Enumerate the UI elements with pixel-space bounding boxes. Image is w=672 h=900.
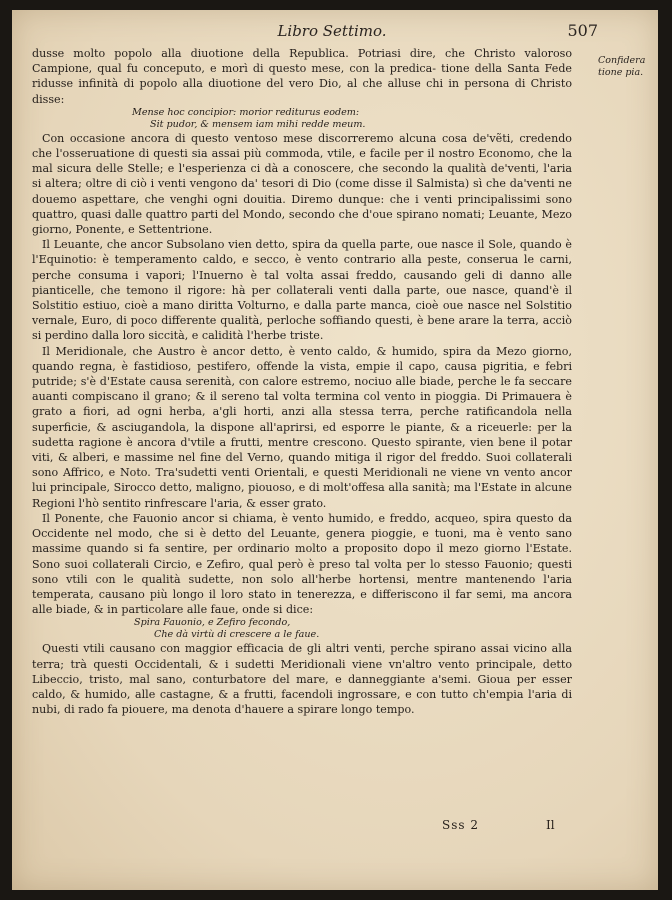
text-line: che alluse chi in persona di Christo disse: — [32, 77, 572, 106]
latin-verse: Mense hoc concipior: morior rediturus eodem: — [132, 106, 360, 118]
opening-paragraph — [32, 46, 572, 107]
text-line: tione della Santa Fede ridusse infinità di popolo alla diuotione del vero Dio, al — [32, 62, 572, 91]
margin-note: Confidera tione pia. — [598, 55, 646, 78]
paragraph-meridionale: Il Meridionale, che Austro è ancor detto, è vento caldo, & humido, spira da Mezo giorno, quando regna, è fastidioso, pestifero, offende la vista, empie il capo, causa pigritia, e febri putride; s'è d'Estate causa serenità, con calore estremo, nociuo alle biade, perche le fa seccare auanti compiscano il grano; & il sereno tal volta termina col vento in pioggia. Di Primauera è grato a fiori, ad ogni herba, a'gli horti, anzi alla stessa terra, perche ratificandola nella superficie, & asciugandola, la dispone all'aprirsi, ed esporre le piante, & a riceuerle: per la sudetta ragione è ancora d'vtile a frutti, mentre crescono. Questo spirante, vien bene il potar viti, & alberi, e massime nel fine del Verno, quando mitiga il rigor del freddo. Suoi collaterali sono Affrico, e Noto. Tra'sudetti venti Orientali, e questi Meridionali ne viene vn vento ancor lui principale, Sirocco detto, maligno, piouoso, e di molt'offesa alla sanità; ma l'Estate in alcune Regioni l'hò sentito rinfrescare l'aria, & esser grato. — [32, 344, 572, 510]
paragraph-ponente: Il Ponente, che Fauonio ancor si chiama, è vento humido, e freddo, acqueo, spira questo da Occidente nel modo, che si è detto del Leuante, genera pioggie, e tuoni, ma è vento sano massime quando si fa sentire, per ordinario molto a proposito dopo il mezo giorno l'Estate. Sono suoi collaterali Circio, e Zefiro, qual però è preso tal volta per lo stesso Fauonio; questi sono vtili con le qualità sudette, non solo all'herbe hortensi, mentre mantenendo l'aria temperata, causano più longo il loro stato in tenerezza, e differiscono il far semi, ma ancora alle biade, & in particolare alle faue, onde si dice: — [32, 511, 572, 617]
body-text — [32, 46, 572, 717]
italian-verse: Che dà virtù di crescere a le faue. — [154, 629, 320, 641]
paragraph-winds: Con occasione ancora di questo ventoso mese discorreremo alcuna cosa de'vẽti, credendo che l'osseruatione di questi sia assai più commoda, vtile, e facile per il nostro Economo, che la mal sicura delle Stelle; e l'esperienza ci dà a conoscere, che secondo la qualità de'venti, l'aria si altera; oltre di ciò i venti vengono da' tesori di Dio (come disse il Salmista) sì che da'venti ne douemo aspettare, che venghi ogni douitia. Diremo dunque: che i venti principalissimi sono quattro, quasi dalle quattro parti del Mondo, secondo che d'oue spirano nomati; Leuante, Mezo giorno, Ponente, e Settentrione. — [32, 131, 572, 237]
book-page — [12, 10, 658, 890]
signature-mark: Sss 2 — [442, 818, 479, 832]
page-number: 507 — [567, 21, 598, 40]
text-line: valoroso Campione, qual fu conceputo, e morì di questo mese, con la predica- — [32, 47, 573, 76]
catchword: Il — [546, 818, 555, 832]
text-line: dusse molto popolo alla diuotione della Republica. Potriasi dire, che Christo — [32, 47, 516, 60]
italian-verse: Spira Fauonio, e Zefiro fecondo, — [134, 617, 291, 629]
paragraph-leuante: Il Leuante, che ancor Subsolano vien detto, spira da quella parte, oue nasce il Sole, quando è l'Equinotio: è temperamento caldo, e secco, è vento contrario alla peste, conserua le carni, perche consuma i vapori; l'Inuerno è tal volta assai freddo, causando geli di danno alle pianticelle, che temono il rigore: hà per collaterali venti dalla parte, oue nasce, quand'è il Solstitio estiuo, cioè a mano diritta Volturno, e dalla parte manca, cioè oue nasce nel Solstitio vernale, Euro, di poco differente qualità, perloche soffiando questi, è bene arare la terra, acciò si perdino dalla loro siccità, e calidità l'herbe triste. — [32, 238, 572, 343]
latin-verse: Sit pudor, & mensem iam mihi redde meum. — [150, 118, 366, 130]
running-head: Libro Settimo. — [277, 22, 387, 40]
paragraph-libeccio: Questi vtili causano con maggior efficacia de gli altri venti, perche spirano assai vicino alla terra; trà questi Occidentali, & i sudetti Meridionali viene vn'altro vento principale, detto Libeccio, tristo, mal sano, conturbatore del mare, e danneggiante a'semi. Gioua per esser caldo, & humido, alle castagne, & a frutti, facendoli ingrossare, e con tutto ch'empia l'aria di nubi, di rado fa piouere, ma denota d'hauere a spirare longo tempo. — [32, 642, 572, 717]
